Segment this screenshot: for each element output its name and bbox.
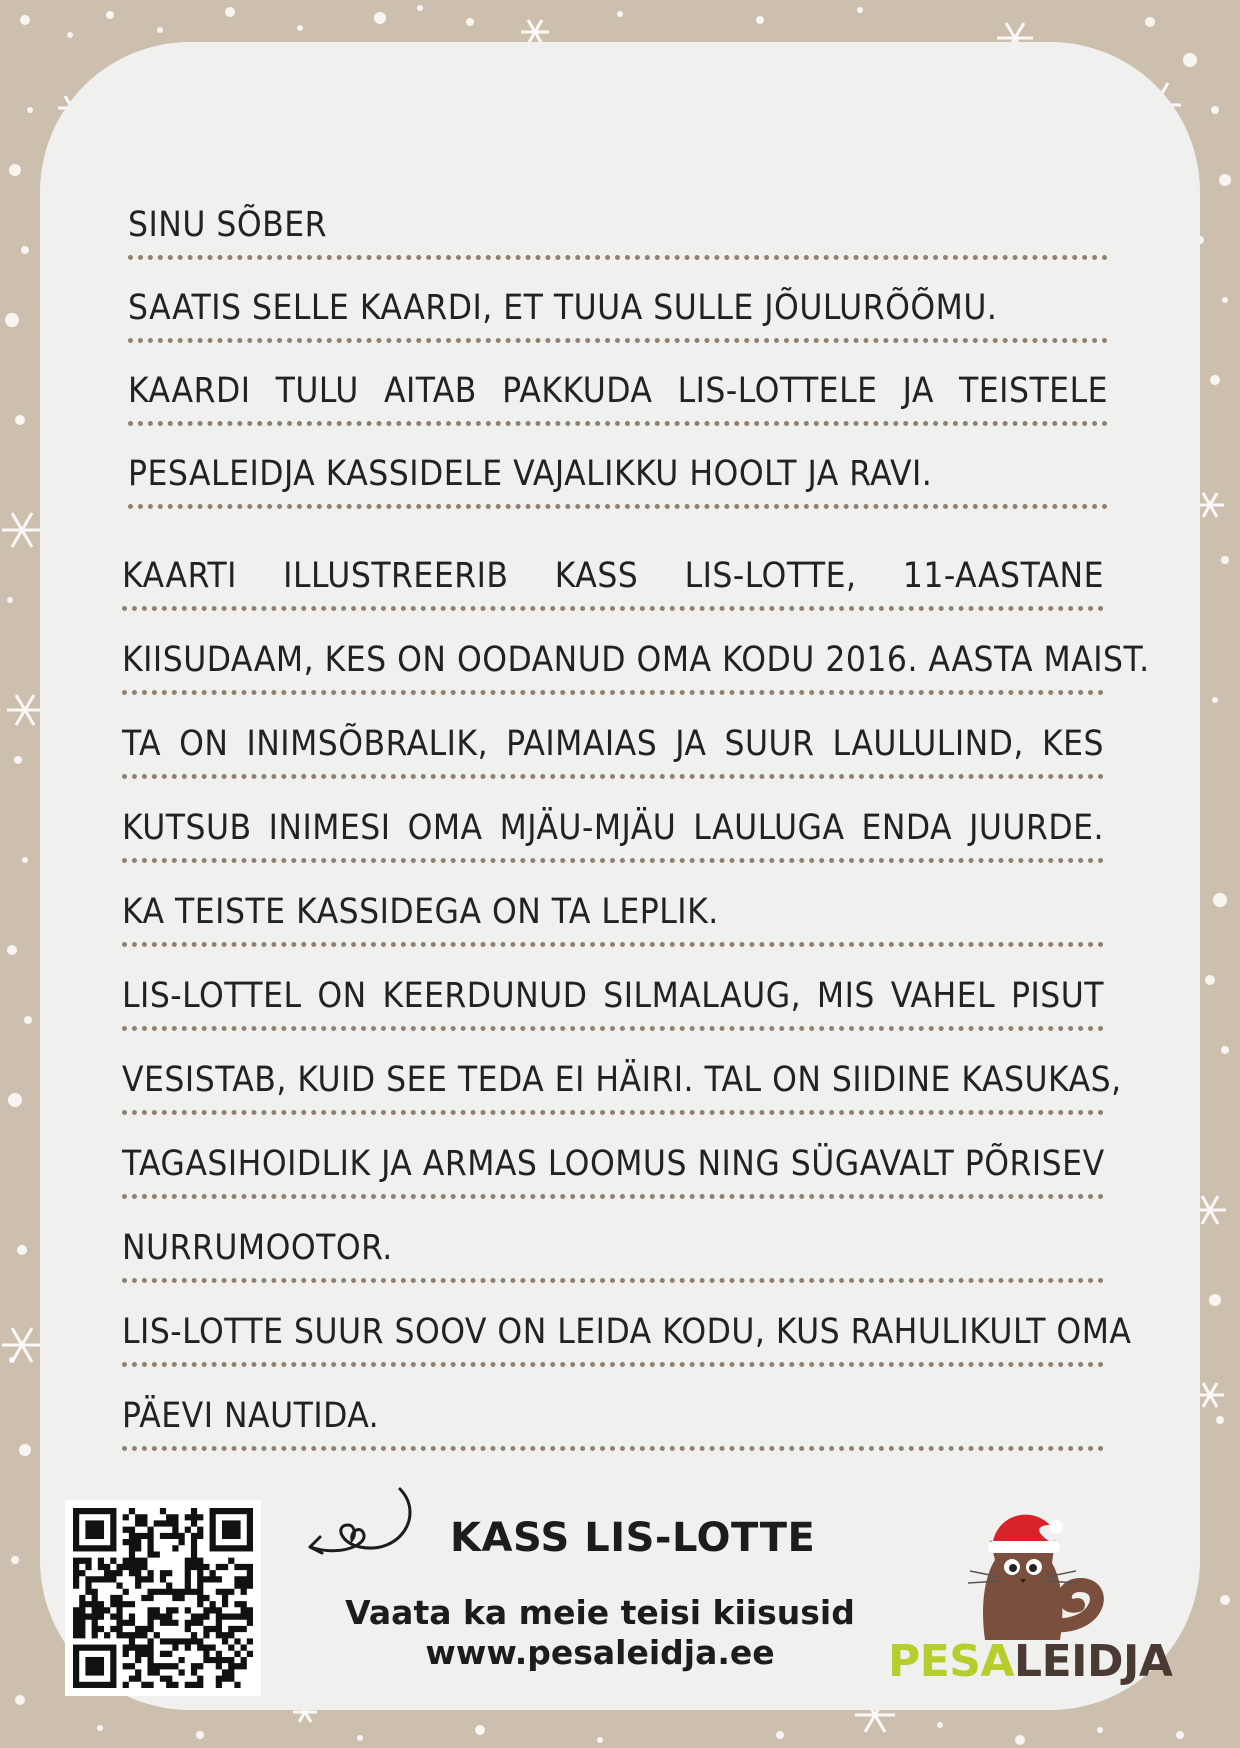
text-line: KAARDI TULU AITAB PAKKUDA LIS-LOTTELE JA TEISTELE (128, 361, 1108, 426)
arrow-heart-icon (300, 1485, 420, 1575)
text-line: SAATIS SELLE KAARDI, ET TUUA SULLE JÕULURÕÕMU. (128, 278, 1108, 343)
text-line: TAGASIHOIDLIK JA ARMAS LOOMUS NING SÜGAVALT PÕRISEV (122, 1134, 1104, 1199)
text-line: KA TEISTE KASSIDEGA ON TA LEPLIK. (122, 882, 1104, 947)
text-line: KAARTI ILLUSTREERIB KASS LIS-LOTTE, 11-AASTANE (122, 546, 1104, 611)
tagline: Vaata ka meie teisi kiisusid (345, 1593, 855, 1632)
logo-part-2: LEIDJA (1014, 1636, 1173, 1687)
text-line: LIS-LOTTE SUUR SOOV ON LEIDA KODU, KUS RAHULIKULT OMA (122, 1302, 1104, 1367)
text-line: NURRUMOOTOR. (122, 1218, 1104, 1283)
text-line: KIISUDAAM, KES ON OODANUD OMA KODU 2016. AASTA MAIST. (122, 630, 1104, 695)
qr-code[interactable] (65, 1500, 261, 1696)
text-line: SINU SÕBER (128, 195, 1108, 260)
text-line: VESISTAB, KUID SEE TEDA EI HÄIRI. TAL ON SIIDINE KASUKAS, (122, 1050, 1104, 1115)
website-link[interactable]: www.pesaleidja.ee (425, 1633, 775, 1672)
text-line: KUTSUB INIMESI OMA MJÄU-MJÄU LAULUGA ENDA JUURDE. (122, 798, 1104, 863)
cat-name: KASS LIS-LOTTE (450, 1515, 816, 1561)
text-line: PESALEIDJA KASSIDELE VAJALIKKU HOOLT JA RAVI. (128, 444, 1108, 509)
logo-part-1: PESA (888, 1636, 1015, 1687)
qr-code-icon (65, 1500, 261, 1696)
text-line: LIS-LOTTEL ON KEERDUNUD SILMALAUG, MIS VAHEL PISUT (122, 966, 1104, 1031)
logo (888, 1636, 1172, 1687)
cat-logo-icon (960, 1505, 1110, 1645)
text-line: PÄEVI NAUTIDA. (122, 1386, 1104, 1451)
text-line: TA ON INIMSÕBRALIK, PAIMAIAS JA SUUR LAULULIND, KES (122, 714, 1104, 779)
